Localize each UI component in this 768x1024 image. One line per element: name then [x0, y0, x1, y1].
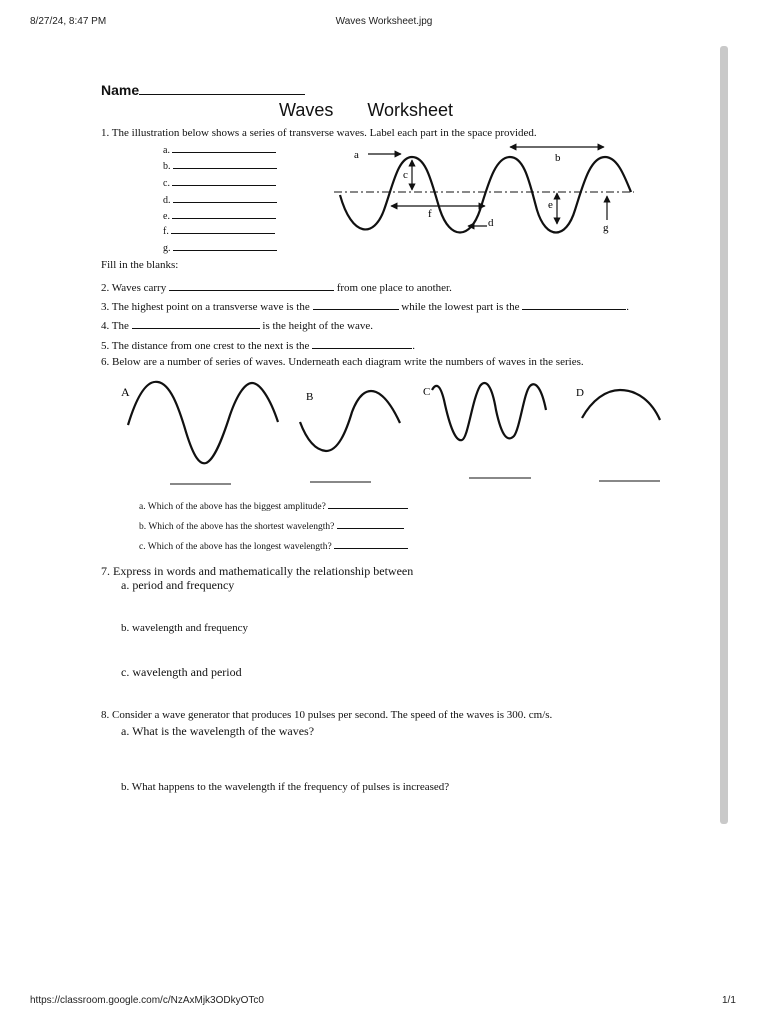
q4-blank	[132, 317, 260, 329]
q8-a: a. What is the wavelength of the waves?	[121, 724, 315, 738]
name-field	[101, 80, 305, 98]
q1-item-label: c.	[163, 178, 170, 189]
name-blank	[139, 80, 305, 95]
q3-middle: while the lowest part is the	[401, 301, 520, 313]
document-scrollbar[interactable]	[720, 46, 728, 824]
label-e: e	[548, 199, 553, 211]
q1-answer-blank	[173, 157, 277, 169]
q2-after: from one place to another.	[336, 282, 452, 294]
wave-a-curve	[128, 382, 278, 464]
q7-c: c. wavelength and period	[121, 665, 242, 679]
q1-answer-blank	[173, 191, 277, 203]
print-doc-title: Waves Worksheet.jpg	[335, 16, 433, 27]
label-g: g	[603, 222, 609, 234]
q3-after: .	[626, 301, 629, 313]
q5	[101, 337, 415, 352]
print-datetime: 8/27/24, 8:47 PM	[30, 16, 107, 27]
q1-text: 1. The illustration below shows a series of transverse waves. Label each part in the space provided.	[101, 127, 537, 139]
q4-after: is the height of the wave.	[262, 320, 373, 332]
label-c: c	[403, 169, 408, 181]
print-page-count: 1/1	[722, 995, 736, 1006]
name-label: Name	[101, 82, 140, 98]
q1-item-label: d.	[163, 195, 171, 206]
q6-sub-b-text: b. Which of the above has the shortest wavelength?	[139, 522, 335, 532]
q7-b: b. wavelength and frequency	[121, 622, 249, 634]
q1-answer-blank	[173, 239, 277, 251]
wave-label-c: C	[423, 386, 431, 398]
q3-blank-highest	[313, 298, 399, 310]
q1-item-label: e.	[163, 211, 170, 222]
q1-item-label: a.	[163, 145, 170, 156]
q7-a: a. period and frequency	[121, 578, 235, 592]
q6-sub-c-blank	[334, 537, 408, 549]
q1-item-label: f.	[163, 226, 169, 237]
q2	[101, 279, 452, 294]
q6-sub-a-blank	[328, 497, 408, 509]
q5-before: 5. The distance from one crest to the next is the	[101, 340, 310, 352]
q1-answer-blank	[172, 174, 276, 186]
q2-before: 2. Waves carry	[101, 282, 167, 294]
title-worksheet: Worksheet	[367, 100, 454, 120]
q1-answer-blank	[171, 222, 275, 234]
q6-sub-c	[139, 537, 408, 552]
q1-answer-blank	[172, 207, 276, 219]
q6-sub-a-text: a. Which of the above has the biggest amplitude?	[139, 502, 326, 512]
wave-d-curve	[582, 390, 660, 420]
title-waves: Waves	[279, 100, 334, 120]
q8-b: b. What happens to the wavelength if the frequency of pulses is increased?	[121, 781, 450, 793]
q1-item-label: g.	[163, 243, 171, 254]
fill-in-heading: Fill in the blanks:	[101, 259, 179, 271]
q3-blank-lowest	[522, 298, 626, 310]
label-d: d	[488, 217, 494, 229]
print-url: https://classroom.google.com/c/NzAxMjk3ODkyOTc0	[30, 995, 264, 1006]
wave-c-curve	[432, 383, 546, 440]
q5-after: .	[412, 340, 415, 352]
q5-blank	[312, 337, 412, 349]
q1-answer-blank	[172, 141, 276, 153]
transverse-wave-diagram	[330, 138, 640, 238]
q3-before: 3. The highest point on a transverse wave is the	[101, 301, 310, 313]
transverse-wave-curve	[340, 157, 631, 233]
label-a: a	[354, 149, 359, 161]
q6-sub-b	[139, 517, 404, 532]
q8-text: 8. Consider a wave generator that produces 10 pulses per second. The speed of the waves is 300. cm/s.	[101, 709, 553, 721]
q4-before: 4. The	[101, 320, 129, 332]
q1-item-label: b.	[163, 161, 171, 172]
q6-sub-b-blank	[337, 517, 404, 529]
wave-series-diagrams	[110, 378, 680, 488]
q2-blank	[169, 279, 334, 291]
label-b: b	[555, 152, 561, 164]
wave-label-a: A	[121, 385, 130, 399]
label-f: f	[428, 208, 432, 220]
q3	[101, 298, 629, 313]
wave-b-curve	[300, 391, 400, 451]
worksheet-title	[279, 100, 453, 121]
wave-label-d: D	[576, 387, 584, 399]
wave-label-b: B	[306, 391, 314, 403]
q7-text: 7. Express in words and mathematically the relationship between	[101, 564, 414, 578]
q6-sub-c-text: c. Which of the above has the longest wavelength?	[139, 542, 332, 552]
q6-sub-a	[139, 497, 408, 512]
q4	[101, 317, 373, 332]
q6-text: 6. Below are a number of series of waves. Underneath each diagram write the numbers of waves in the series.	[101, 356, 584, 368]
